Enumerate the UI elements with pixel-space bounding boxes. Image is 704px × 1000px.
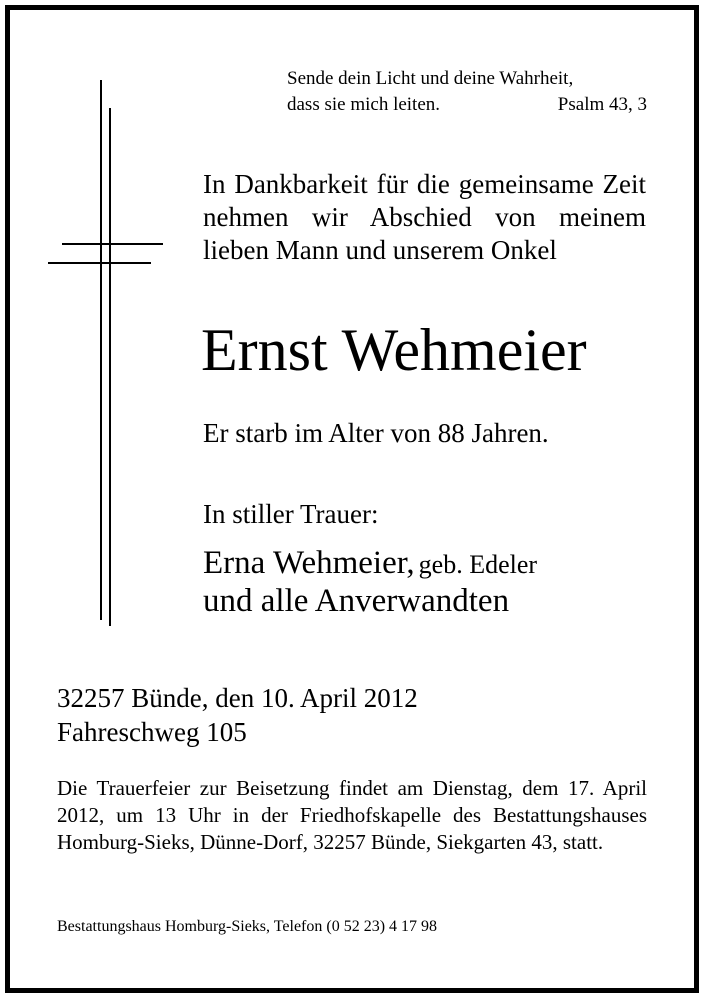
- funeral-notice: Die Trauerfeier zur Beisetzung findet am Dienstag, dem 17. April 2012, um 13 Uhr in der Friedhofskapelle des Bestattungshauses Homburg-Sieks, Dünne-Dorf, 32257 Bünde, Siekgarten 43, statt.: [57, 776, 647, 854]
- cross-vertical-line-left: [100, 80, 102, 620]
- relatives-line: und alle Anverwandten: [203, 583, 510, 619]
- mourners-label: In stiller Trauer:: [203, 499, 379, 529]
- age-statement: Er starb im Alter von 88 Jahren.: [203, 418, 549, 448]
- place-date: 32257 Bünde, den 10. April 2012: [57, 683, 418, 713]
- widow-maiden-name: geb. Edeler: [418, 550, 538, 579]
- verse-reference: Psalm 43, 3: [557, 94, 647, 115]
- widow-name: Erna Wehmeier,: [203, 545, 415, 581]
- verse-line-2: [287, 92, 647, 118]
- cross-vertical-line-right: [109, 108, 111, 626]
- intro-text: In Dankbarkeit für die gemeinsame Zeit nehmen wir Abschied von meinem lieben Mann und unserem Onkel: [203, 169, 646, 265]
- cross-horizontal-line-top: [62, 243, 163, 245]
- deceased-name: Ernst Wehmeier: [201, 317, 587, 383]
- funeral-home-contact: Bestattungshaus Homburg-Sieks, Telefon (0 52 23) 4 17 98: [57, 918, 438, 935]
- verse-line-1: Sende dein Licht und deine Wahrheit,: [287, 68, 574, 89]
- street-address: Fahreschweg 105: [57, 717, 247, 747]
- bible-verse: [287, 66, 647, 118]
- verse-line-2-text: dass sie mich leiten.: [287, 94, 441, 115]
- cross-horizontal-line-bottom: [48, 262, 151, 264]
